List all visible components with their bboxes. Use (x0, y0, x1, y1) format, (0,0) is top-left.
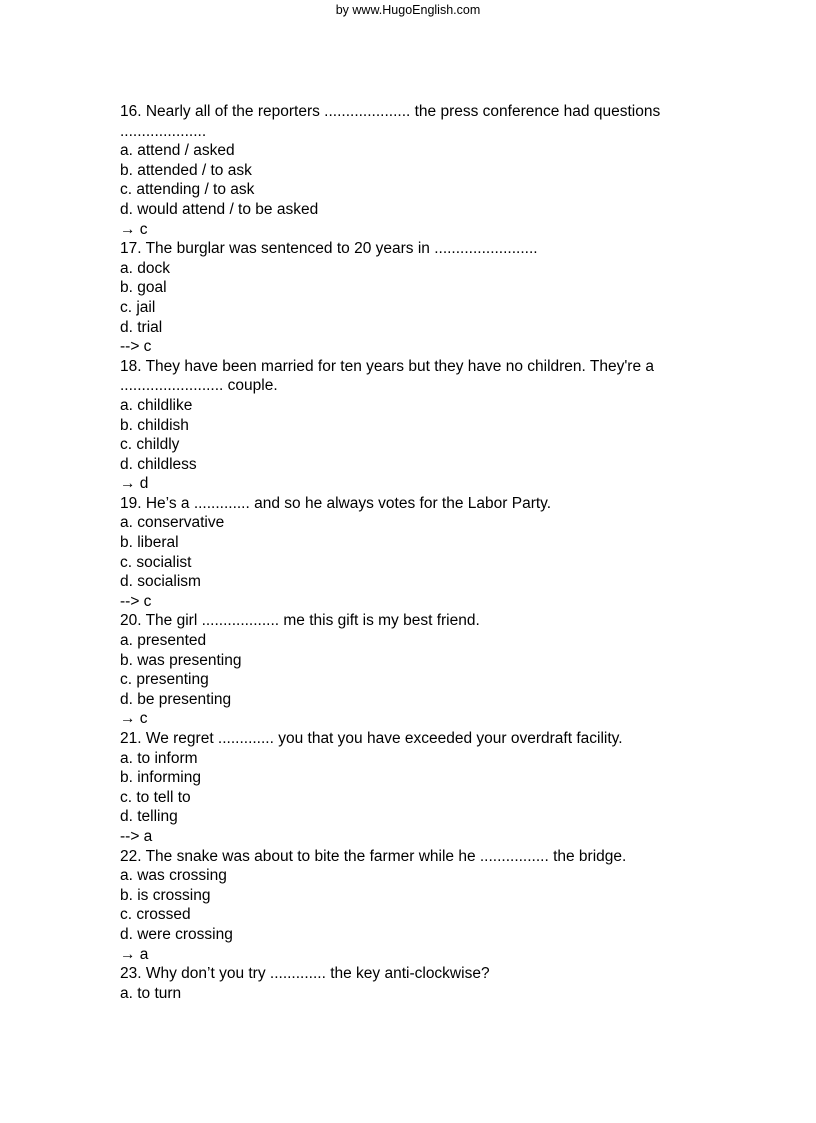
option: a. childlike (120, 396, 193, 414)
option: d. socialism (120, 573, 201, 591)
answer: → d (120, 475, 149, 493)
answer: → a (120, 945, 149, 963)
option: b. is crossing (120, 886, 211, 904)
question-18-continuation: ........................ couple. (120, 377, 278, 395)
option: c. socialist (120, 553, 192, 571)
option: b. was presenting (120, 651, 242, 669)
answer: --> c (120, 592, 152, 610)
question-19: 19. He’s a ............. and so he always votes for the Labor Party. (120, 494, 552, 512)
question-17: 17. The burglar was sentenced to 20 years in ........................ (120, 240, 538, 258)
page-header: by www.HugoEnglish.com (335, 3, 481, 17)
option: a. presented (120, 632, 207, 650)
option: b. goal (120, 279, 167, 297)
option: a. attend / asked (120, 142, 235, 160)
option: c. crossed (120, 906, 191, 924)
option: d. trial (120, 318, 163, 336)
option: a. to inform (120, 749, 198, 767)
option: d. be presenting (120, 690, 232, 708)
answer: --> c (120, 338, 152, 356)
option: a. dock (120, 259, 170, 277)
option: c. attending / to ask (120, 181, 255, 199)
option: a. to turn (120, 984, 182, 1002)
option: c. childly (120, 436, 180, 454)
option: b. liberal (120, 534, 179, 552)
option: c. presenting (120, 671, 209, 689)
question-21: 21. We regret ............. you that you have exceeded your overdraft facility. (120, 730, 623, 747)
option: d. telling (120, 808, 178, 826)
question-20: 20. The girl .................. me this gift is my best friend. (120, 612, 480, 630)
option: d. were crossing (120, 925, 233, 943)
option: b. attended / to ask (120, 161, 252, 179)
answer: → c (120, 710, 148, 728)
option: d. would attend / to be asked (120, 200, 319, 218)
question-16-continuation: .................... (120, 122, 207, 140)
question-23: 23. Why don’t you try ............. the key anti-clockwise? (120, 965, 490, 983)
question-18: 18. They have been married for ten years but they have no children. They're a (120, 357, 655, 375)
option: b. informing (120, 769, 201, 787)
question-16: 16. Nearly all of the reporters .................... the press conference had questions (120, 103, 661, 120)
option: b. childish (120, 416, 189, 434)
answer: --> a (120, 827, 153, 845)
answer: → c (120, 220, 148, 238)
question-22: 22. The snake was about to bite the farmer while he ................ the bridge. (120, 847, 627, 865)
option: c. jail (120, 298, 156, 316)
option: a. was crossing (120, 867, 227, 885)
quiz-content (120, 102, 720, 1003)
option: a. conservative (120, 514, 225, 532)
option: c. to tell to (120, 788, 191, 806)
option: d. childless (120, 455, 197, 473)
